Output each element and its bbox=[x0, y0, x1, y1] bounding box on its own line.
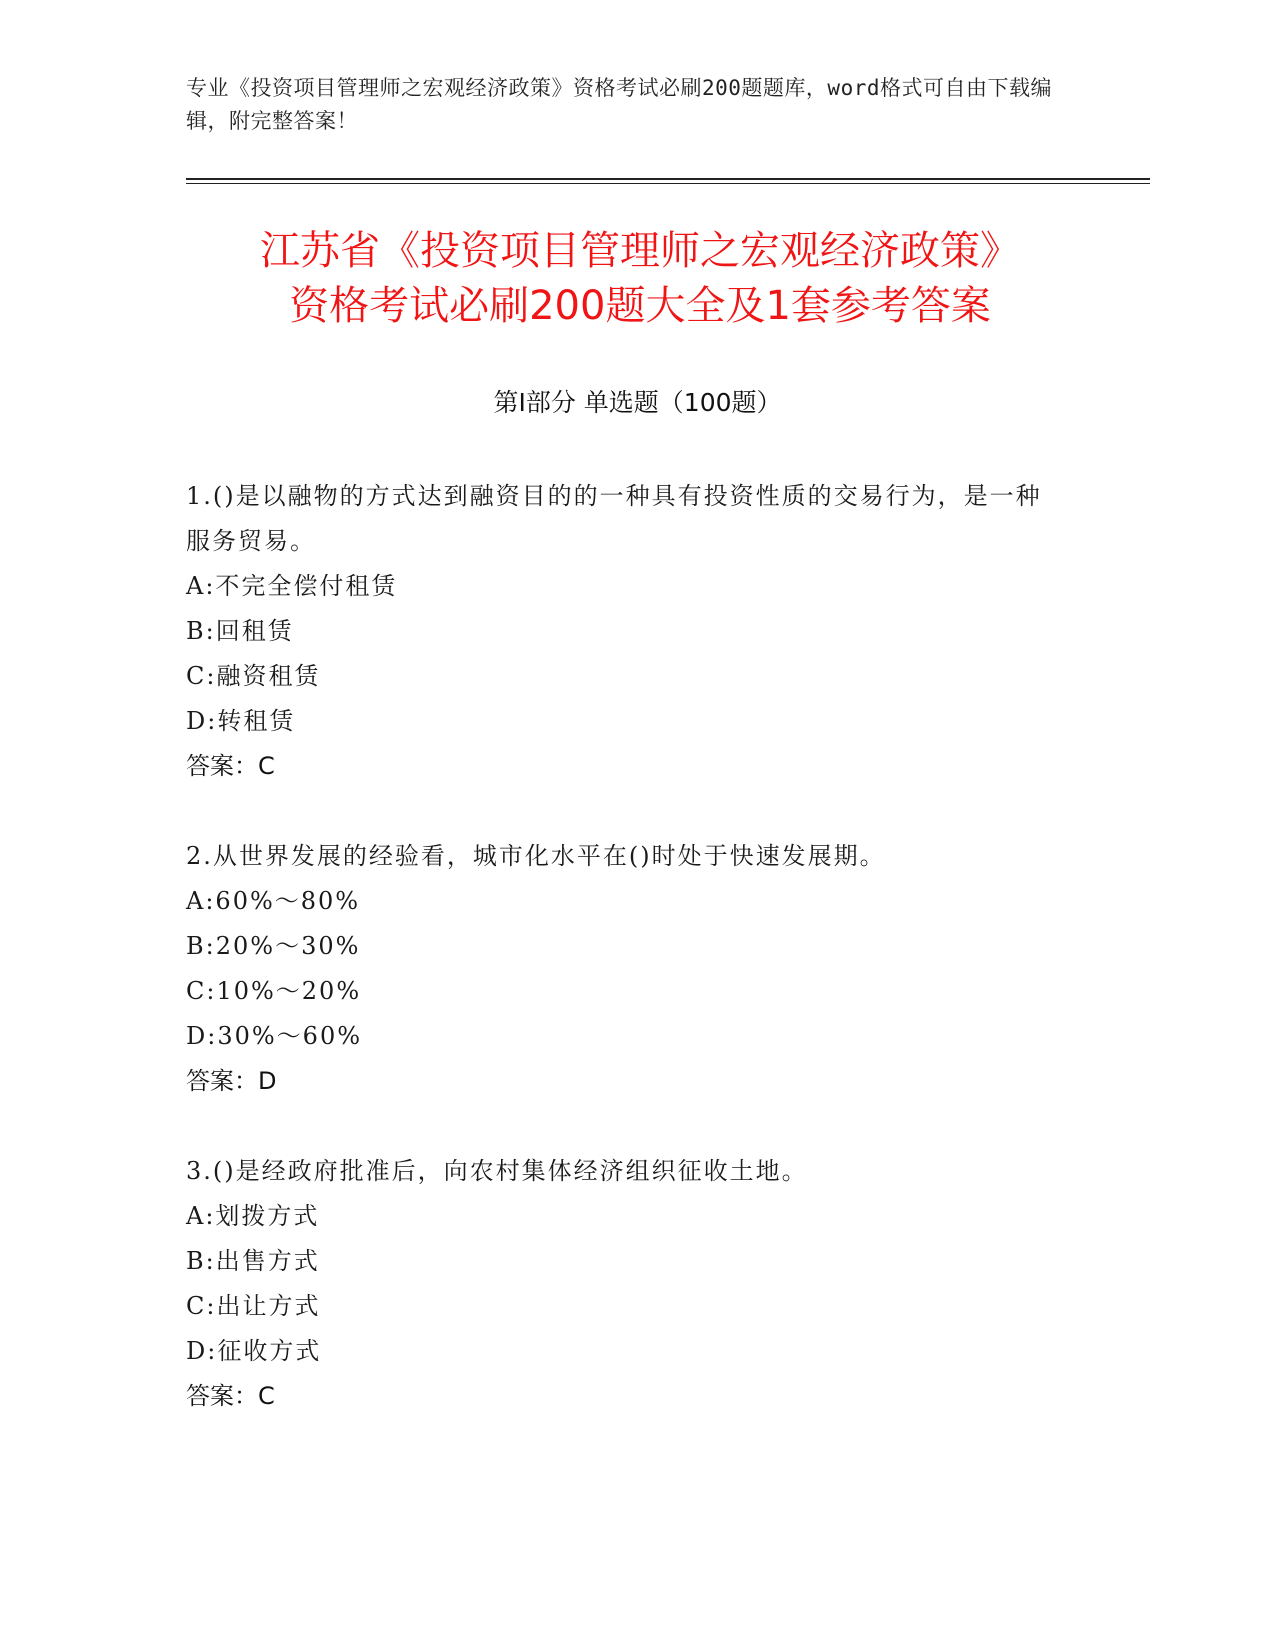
option-b: B:20%～30% bbox=[186, 932, 361, 960]
question-2 bbox=[186, 834, 1066, 1104]
option-d: D:转租赁 bbox=[186, 707, 296, 735]
question-stem: 1.()是以融物的方式达到融资目的的一种具有投资性质的交易行为，是一种服务贸易。 bbox=[186, 482, 1042, 555]
header-note: 专业《投资项目管理师之宏观经济政策》资格考试必刷200题题库，word格式可自由下载编辑，附完整答案！ bbox=[186, 76, 1052, 133]
option-b: B:出售方式 bbox=[186, 1247, 320, 1275]
section-heading: 第Ⅰ部分 单选题（100题） bbox=[493, 388, 782, 417]
option-c: C:融资租赁 bbox=[186, 662, 321, 690]
header-divider-thin bbox=[186, 183, 1150, 184]
answer-key: 答案：C bbox=[186, 1382, 275, 1410]
document-title bbox=[150, 224, 1130, 334]
answer-key: 答案：D bbox=[186, 1067, 277, 1095]
header-divider-thick bbox=[186, 178, 1150, 180]
option-b: B:回租赁 bbox=[186, 617, 294, 645]
option-a: A:60%～80% bbox=[186, 887, 361, 915]
option-d: D:征收方式 bbox=[186, 1337, 322, 1365]
option-c: C:出让方式 bbox=[186, 1292, 321, 1320]
question-1 bbox=[186, 474, 1066, 789]
option-c: C:10%～20% bbox=[186, 977, 362, 1005]
answer-key: 答案：C bbox=[186, 752, 275, 780]
option-a: A:划拨方式 bbox=[186, 1202, 320, 1230]
question-stem: 2.从世界发展的经验看，城市化水平在()时处于快速发展期。 bbox=[186, 842, 886, 870]
option-d: D:30%～60% bbox=[186, 1022, 363, 1050]
question-stem: 3.()是经政府批准后，向农村集体经济组织征收土地。 bbox=[186, 1157, 808, 1185]
question-3 bbox=[186, 1149, 1066, 1419]
document-title-line-1: 江苏省《投资项目管理师之宏观经济政策》 bbox=[260, 228, 1020, 274]
document-title-line-2: 资格考试必刷200题大全及1套参考答案 bbox=[289, 283, 991, 329]
option-a: A:不完全偿付租赁 bbox=[186, 572, 398, 600]
